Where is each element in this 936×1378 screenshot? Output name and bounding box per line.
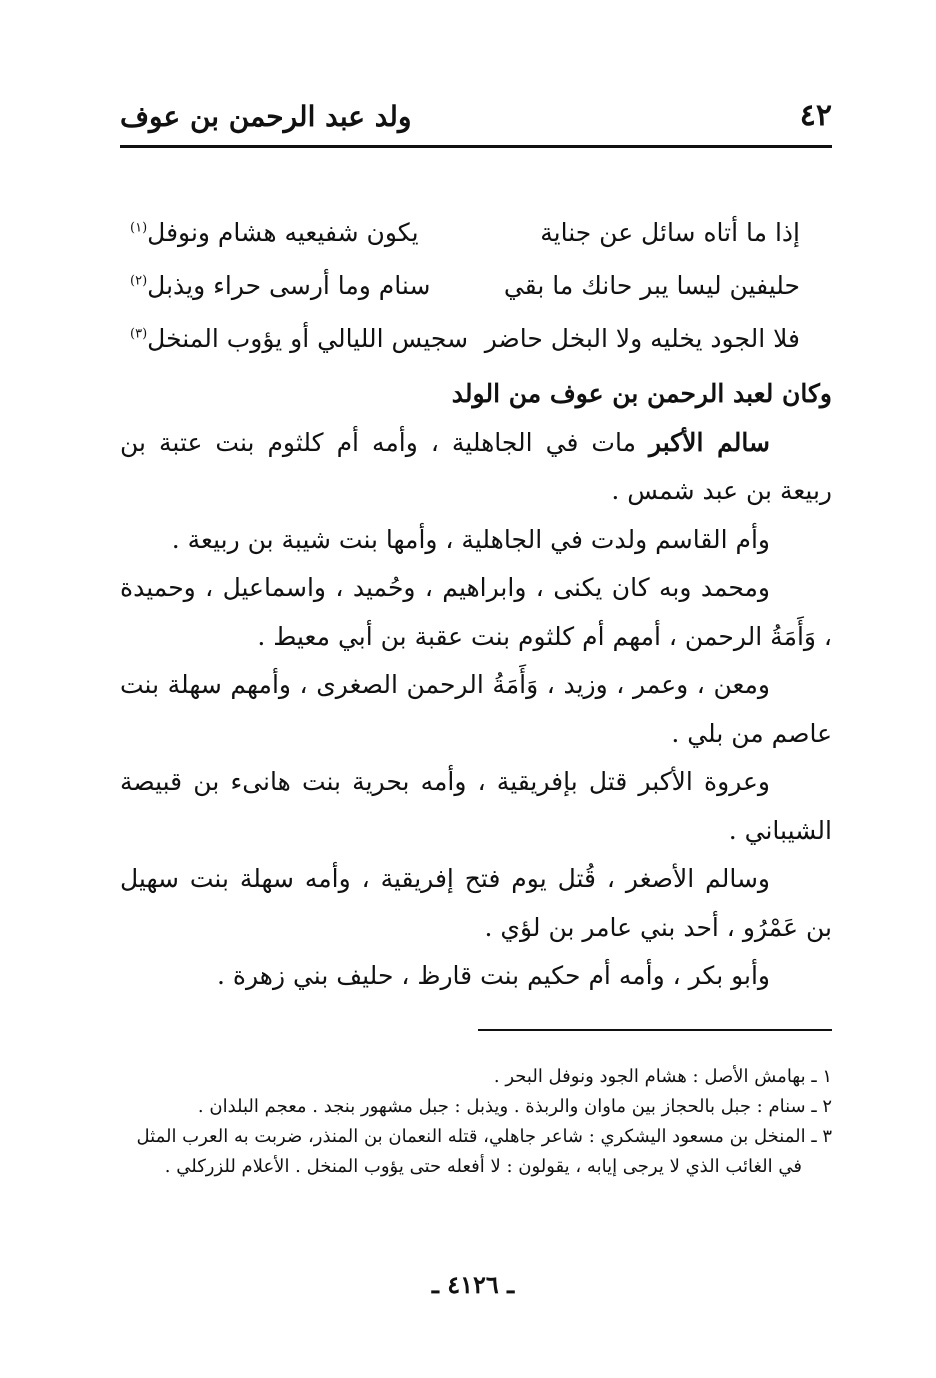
footnote-marker: (١) [130,220,148,236]
footnote-marker: (٣) [130,326,148,342]
footnote: ٢ ـ سنام : جبل بالحجاز بين ماوان والربذة . ويذبل : جبل مشهور بنجد . معجم البلدان . [197,1096,832,1117]
hemistich-text: سنام وما أرسى حراء ويذبل [147,271,431,300]
footnote-marker: (٢) [130,273,148,289]
header-page-number: ٤٢ [799,98,832,133]
verse-second-hemistich [130,218,419,247]
person-name: سالم الأكبر [648,427,770,457]
paragraph: وأم القاسم ولدت في الجاهلية ، وأمها بنت شيبة بن ربيعة . [171,524,770,554]
running-title: ولد عبد الرحمن بن عوف [120,100,412,133]
page-header [120,92,832,142]
verse-line [130,218,800,271]
header-divider [120,145,832,148]
footnotes [120,1062,832,1182]
verse-second-hemistich [130,271,430,300]
main-text [120,370,832,1001]
footnote-continuation: في الغائب الذي لا يرجى إيابه ، يقولون : لا أفعله حتى يؤوب المنخل . الأعلام للزركلي . [164,1156,802,1177]
footnote: ٣ ـ المنخل بن مسعود اليشكري : شاعر جاهلي، قتله النعمان بن المنذر، ضربت به العرب المثل [136,1126,832,1147]
paragraph-text: مات في الجاهلية ، وأمه أم كلثوم بنت عتبة بن ربيعة بن عبد شمس . [120,427,832,505]
verse-line [130,271,800,324]
footnote: ١ ـ بهامش الأصل : هشام الجود ونوفل البحر . [493,1066,832,1087]
verse-first-hemistich: فلا الجود يخليه ولا البخل حاضر [484,324,800,353]
verse-first-hemistich: إذا ما أتاه سائل عن جناية [540,218,800,247]
paragraph: ومعن ، وعمر ، وزيد ، وَأَمَةُ الرحمن الصغرى ، وأمهم سهلة بنت عاصم من بلي . [120,670,832,748]
paragraph: وأبو بكر ، وأمه أم حكيم بنت قارظ ، حليف بني زهرة . [216,961,770,990]
poem [130,218,800,377]
hemistich-text: يكون شفيعيه هشام ونوفل [147,218,419,247]
verse-second-hemistich [130,324,468,353]
footnote-divider [478,1029,832,1031]
hemistich-text: سجيس الليالي أو يؤوب المنخل [147,324,469,353]
paragraph: ومحمد وبه كان يكنى ، وابراهيم ، وحُميد ، واسماعيل ، وحميدة ، وَأَمَةُ الرحمن ، أمهم أم كلثوم بنت عقبة بن أبي معيط . [120,573,832,651]
paragraph: وعروة الأكبر قتل بإفريقية ، وأمه بحرية بنت هانىء بن قبيصة الشيباني . [120,767,832,845]
page-number: ـ ٤١٢٦ ـ [431,1270,515,1299]
section-heading: وكان لعبد الرحمن بن عوف من الولد [451,379,832,408]
paragraph: وسالم الأصغر ، قُتل يوم فتح إفريقية ، وأمه سهلة بنت سهيل بن عَمْرُو ، أحد بني عامر بن لؤي . [120,864,832,942]
paragraph [120,419,832,516]
verse-first-hemistich: حليفين ليسا يبر حانك ما بقي [503,271,800,300]
